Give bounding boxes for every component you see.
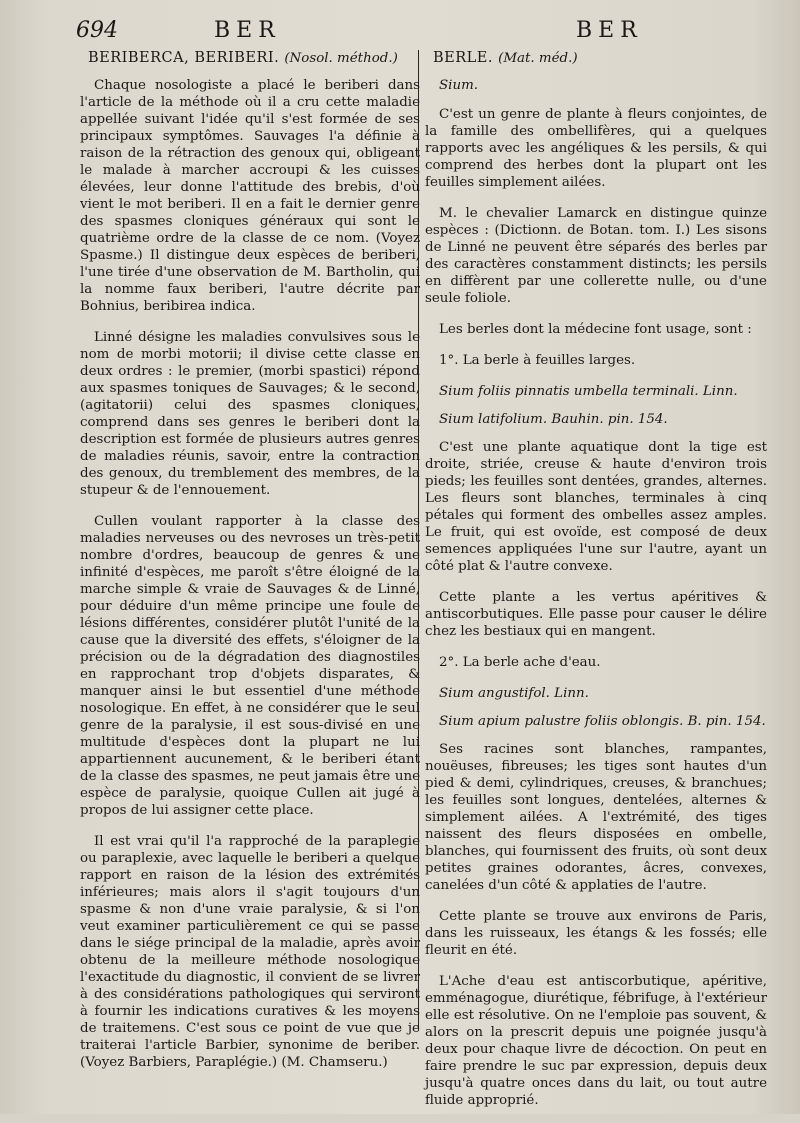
right-column bbox=[425, 50, 767, 1123]
paragraph: C'est une plante aquatique dont la tige est droite, striée, creuse & haute d'environ trois pieds; les feuilles sont dentées, grandes, alternes. Les fleurs sont blanches, terminales à cinq pétales qui forment des ombelles assez amples. Le fruit, qui est ovoïde, est composé de deux semences appliquées l'une sur l'autre, ayant un côté plat & l'autre convexe. bbox=[425, 440, 767, 574]
paragraph: Cette plante a les vertus apéritives & antiscorbutiques. Elle passe pour causer le délire chez les bestiaux qui en mangent. bbox=[425, 590, 767, 639]
paragraph: Il est vrai qu'il l'a rapproché de la paraplegie ou paraplexie, avec laquelle le beriberi a quelque rapport en raison de la lésion des extrémités inférieures; mais alors il s'agit toujours d'un spasme & non d'une vraie paralysie, & si l'on veut examiner particulièrement ce qui se passe dans le siége principal de la maladie, après avoir obtenu de la meilleure méthode nosologique l'exactitude du diagnostic, il convient de se livrer à des considérations pathologiques qui serviront à fournir les indications curatives & les moyens de traitemens. C'est sous ce point de vue que je traiterai l'article Barbier, synonime de beriber. (Voyez Barbiers, Paraplégie.) (M. Chamseru.) bbox=[80, 834, 420, 1070]
paragraph: Ses racines sont blanches, rampantes, nouëuses, fibreuses; les tiges sont hautes d'un pied & demi, cylindriques, creuses, & branchues; les feuilles sont longues, dentelées, alternes & simplement ailées. A l'extrémité, des tiges naissent des fleurs disposées en ombelle, blanches, qui fournissent des fruits, où sont deux petites graines odorantes, âcres, convexes, canelées d'un côté & applaties de l'autre. bbox=[425, 742, 767, 893]
item-title: 1°. La berle à feuilles larges. bbox=[439, 353, 636, 368]
synonym: Sium angustifol. Linn. bbox=[439, 686, 589, 701]
page-number: 694 bbox=[76, 18, 118, 43]
item-title: 2°. La berle ache d'eau. bbox=[439, 655, 601, 670]
paragraph: L'Ache d'eau est antiscorbutique, apéritive, emménagogue, diurétique, fébrifuge, à l'extérieur elle est résolutive. On ne l'emploie pas souvent, & alors on la prescrit depuis une poignée jusqu'à deux pour chaque livre de décoction. On peut en faire prendre le suc par expression, depuis deux jusqu'à quatre onces dans du lait, ou tout autre fluide approprié. bbox=[425, 974, 767, 1108]
left-column bbox=[80, 50, 420, 1085]
running-head-left: BER bbox=[214, 18, 281, 43]
synonym: Sium latifolium. Bauhin. pin. 154. bbox=[439, 412, 668, 427]
article-heading-beriberi bbox=[88, 50, 420, 67]
heading-title: BERIBERCA, BERIBERI. bbox=[88, 50, 280, 66]
article-heading-berle bbox=[433, 50, 767, 67]
running-head-right: BER bbox=[576, 18, 643, 43]
latin-name: Sium. bbox=[439, 78, 479, 93]
heading-subtitle: (Nosol. méthod.) bbox=[284, 51, 398, 66]
paragraph: Linné désigne les maladies convulsives sous le nom de morbi motorii; il divise cette classe en deux ordres : le premier, (morbi spastici) répond aux spasmes toniques de Sauvages; & le second, (agitatorii) celui des spasmes cloniques, comprend dans ses genres le beriberi dont la description est formée de plusieurs autres genres de maladies réunis, savoir, entre la contraction des genoux, du tremblement des membres, de la stupeur & de l'ennouement. bbox=[80, 330, 420, 498]
synonym: Sium foliis pinnatis umbella terminali. Linn. bbox=[439, 384, 738, 399]
synonym: Sium apium palustre foliis oblongis. B. pin. 154. bbox=[439, 714, 766, 729]
heading-subtitle: (Mat. méd.) bbox=[498, 51, 578, 66]
paragraph: Cullen voulant rapporter à la classe des maladies nerveuses ou des nevroses un très-petit nombre d'ordres, beaucoup de genres & une infinité d'espèces, me paroît s'être éloigné de la marche simple & vraie de Sauvages & de Linné, pour déduire d'un même principe une foule de lésions différentes, considérer plutôt l'unité de la cause que la diversité des effets, s'éloigner de la précision ou de la dégradation des diagnostiles en rapprochant trop d'objets disparates, & manquer ainsi le but essentiel d'une méthode nosologique. En effet, à ne considérer que le seul genre de la paralysie, il est sous-divisé en une multitude d'espèces dont la plupart ne lui appartiennent aucunement, & le beriberi étant de la classe des spasmes, ne peut jamais être une espèce de paralysie, quoique Cullen ait jugé à propos de lui assigner cette place. bbox=[80, 514, 420, 818]
paragraph: M. le chevalier Lamarck en distingue quinze espèces : (Dictionn. de Botan. tom. I.) Les sisons de Linné ne peuvent être séparés des berles par des caractères constamment distincts; les persils en diffèrent par une collerette nulle, ou d'une seule foliole. bbox=[425, 206, 767, 306]
heading-title: BERLE. bbox=[433, 50, 493, 66]
running-header bbox=[0, 18, 800, 48]
paragraph: Les berles dont la médecine font usage, sont : bbox=[439, 322, 752, 337]
paragraph: Cette plante se trouve aux environs de Paris, dans les ruisseaux, les étangs & les fossés; elle fleurit en été. bbox=[425, 909, 767, 958]
paragraph: Chaque nosologiste a placé le beriberi dans l'article de la méthode où il a cru cette maladie appellée suivant l'idée qu'il s'est formée de ses principaux symptômes. Sauvages l'a définie à raison de la rétraction des genoux qui, obligeant le malade à marcher accroupi & les cuisses élevées, leur donne l'attitude des brebis, d'où vient le mot beriberi. Il en a fait le dernier genre des spasmes cloniques généraux qui sont le quatrième ordre de la classe de ce nom. (Voyez Spasme.) Il distingue deux espèces de beriberi, l'une tirée d'une observation de M. Bartholin, qui la nomme faux beriberi, l'autre décrite par Bohnius, beribirea indica. bbox=[80, 78, 420, 314]
paragraph: C'est un genre de plante à fleurs conjointes, de la famille des ombellifères, qui a quelques rapports avec les angéliques & les persils, & qui comprend des herbes dont la plupart ont les feuilles simplement ailées. bbox=[425, 107, 767, 190]
